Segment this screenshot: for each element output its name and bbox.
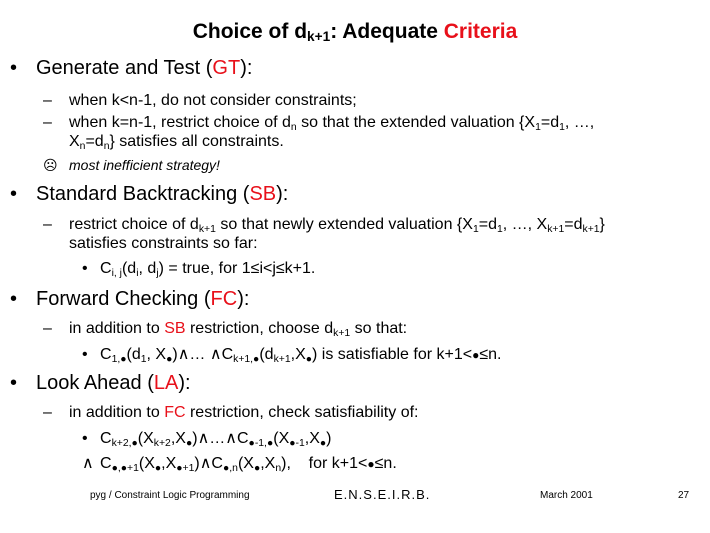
gt-item-2-text: X (69, 133, 80, 150)
la-sub-text: (X (237, 455, 254, 472)
sb-heading-end: ): (276, 183, 289, 205)
la-sub-text: ,X (304, 430, 320, 447)
la-sub-text: )∧…∧C (192, 430, 249, 447)
sb-item-text: satisfies constraints so far: (69, 235, 258, 252)
sb-sub-text: ) = true, for 1≤i<j≤k+1. (158, 260, 316, 277)
subscript: ● (319, 438, 327, 449)
fc-abbr: FC (210, 288, 238, 310)
subscript: n (79, 141, 86, 152)
fc-item-text: restriction, choose d (185, 320, 334, 337)
gt-item-2-cont (69, 133, 284, 151)
gt-item-2-text: so that the extended valuation {X (296, 114, 536, 131)
sub-bullet: • (82, 260, 88, 277)
fc-sub-text: ≤n. (479, 346, 502, 363)
subscript: n (275, 463, 282, 474)
la-sub-text: ≤n. (374, 455, 397, 472)
bullet-dot: • (10, 288, 18, 310)
title-text: Choice of d (192, 20, 308, 43)
fc-heading-end: ): (237, 288, 250, 310)
gt-item-2 (43, 112, 594, 133)
sb-item-text: =d (478, 216, 497, 233)
bullet-standard-backtracking (10, 183, 288, 206)
dash: – (43, 92, 52, 109)
la-sub-text: C (100, 455, 112, 472)
subscript: ●-1,● (248, 438, 274, 449)
subscript: k+1,● (233, 354, 260, 365)
subscript: 1 (535, 122, 541, 133)
gt-item-2-text: =d (85, 133, 104, 150)
subscript: n (290, 122, 297, 133)
la-sub-text: ,X (161, 455, 177, 472)
filled-circle-icon: ● (472, 348, 480, 362)
la-sub-text: C (100, 430, 112, 447)
subscript: ● (305, 354, 313, 365)
sb-subitem-1 (82, 260, 315, 278)
fc-sub-text: )∧… ∧C (172, 346, 234, 363)
sb-item-text: } (599, 216, 605, 233)
subscript: k+1 (198, 224, 216, 235)
bullet-dot: • (10, 183, 18, 205)
subscript: ●,n (222, 463, 238, 474)
subscript: ● (253, 463, 261, 474)
subscript: k+1 (273, 354, 291, 365)
fc-sub-text: , X (146, 346, 167, 363)
footer-center: E.N.S.E.I.R.B. (334, 487, 431, 502)
sb-item-1 (43, 214, 605, 235)
fc-sub-text: ,X (290, 346, 306, 363)
la-sub-text: (X (137, 430, 154, 447)
sb-heading: Standard Backtracking ( (36, 183, 250, 205)
dash: – (43, 404, 52, 421)
subscript: ●-1 (289, 438, 305, 449)
subscript: j (156, 268, 159, 279)
subscript: ●+1 (176, 463, 195, 474)
fc-subitem-1 (82, 344, 501, 364)
sb-sub-text: C (100, 260, 112, 277)
sub-bullet: • (82, 430, 88, 447)
sb-item-text: =d (564, 216, 583, 233)
subscript: ●,●+1 (111, 463, 139, 474)
gt-note-text: most inefficient strategy! (69, 157, 220, 173)
subscript: 1 (472, 224, 479, 235)
gt-item-2-text: , …, (564, 114, 595, 131)
sb-item-text: restrict choice of d (69, 216, 199, 233)
fc-heading: Forward Checking ( (36, 288, 211, 310)
gt-abbr: GT (212, 57, 241, 79)
la-item-text: in addition to (69, 404, 165, 421)
fc-sub-text: ) is satisfiable for k+1< (312, 346, 473, 363)
sb-item-text: so that newly extended valuation {X (215, 216, 473, 233)
gt-item-1 (43, 90, 357, 111)
fc-item-text: in addition to (69, 320, 165, 337)
frown-face-icon: ☹ (43, 157, 58, 173)
subscript: k+2 (153, 438, 171, 449)
sb-item-1-cont (69, 235, 258, 253)
la-heading-end: ): (178, 372, 191, 394)
la-abbr: LA (153, 372, 179, 394)
subscript: 1,● (111, 354, 127, 365)
bullet-generate-and-test (10, 57, 252, 80)
footer-date: March 2001 (540, 490, 593, 501)
subscript: i (136, 268, 139, 279)
gt-note (43, 157, 220, 174)
dash: – (43, 114, 52, 131)
la-sub-text: ) (326, 430, 332, 447)
gt-item-2-text: =d (540, 114, 560, 131)
fc-sub-text: C (100, 346, 112, 363)
la-sub-text: ,X (260, 455, 276, 472)
la-item-1 (43, 402, 418, 423)
la-sub-text: ,X (170, 430, 186, 447)
la-heading: Look Ahead ( (36, 372, 154, 394)
la-sub-text: ), for k+1< (281, 455, 368, 472)
title-subscript: k+1 (307, 29, 331, 44)
footer-left: pyg / Constraint Logic Programming (90, 490, 250, 501)
bullet-dot: • (10, 57, 18, 79)
fc-item-text: so that: (350, 320, 408, 337)
title-highlight: Criteria (443, 20, 518, 43)
dash: – (43, 320, 52, 337)
la-item-text: restriction, check satisfiability of: (185, 404, 419, 421)
fc-sub-text: (d (259, 346, 274, 363)
sb-abbr: SB (249, 183, 277, 205)
gt-heading: Generate and Test ( (36, 57, 213, 79)
slide-title (0, 20, 710, 44)
fc-sb-ref: SB (164, 320, 186, 337)
fc-item-1 (43, 318, 407, 339)
bullet-dot: • (10, 372, 18, 394)
page-number: 27 (678, 490, 690, 501)
subscript: k+1 (333, 328, 351, 339)
sb-sub-text: (d (121, 260, 137, 277)
la-sub-text: (X (273, 430, 290, 447)
gt-item-1-text: when k<n-1, do not consider constraints; (69, 92, 357, 109)
sub-bullet: • (82, 346, 88, 363)
fc-sub-text: (d (126, 346, 141, 363)
la-fc-ref: FC (164, 404, 186, 421)
subscript: 1 (559, 122, 565, 133)
la-subitem-2 (82, 453, 397, 473)
subscript: 1 (496, 224, 503, 235)
subscript: k+1 (547, 224, 565, 235)
filled-circle-icon: ● (367, 457, 375, 471)
subscript: ● (185, 438, 193, 449)
subscript: k+1 (582, 224, 600, 235)
subscript: k+2,● (111, 438, 138, 449)
subscript: n (103, 141, 110, 152)
gt-item-2-text: when k=n-1, restrict choice of d (69, 114, 291, 131)
la-sub-text: (X (138, 455, 155, 472)
subscript: i, j (111, 268, 122, 279)
subscript: 1 (140, 354, 147, 365)
sb-item-text: , …, X (502, 216, 548, 233)
la-subitem-1 (82, 428, 331, 448)
bullet-forward-checking (10, 288, 249, 311)
title-text-mid: : Adequate (330, 20, 444, 43)
subscript: ● (154, 463, 162, 474)
gt-item-2-text: } satisfies all constraints. (109, 133, 284, 150)
bullet-look-ahead (10, 372, 191, 395)
gt-heading-end: ): (240, 57, 253, 79)
and-symbol: ∧ (82, 455, 94, 472)
dash: – (43, 216, 52, 233)
sb-sub-text: , d (138, 260, 157, 277)
subscript: ● (166, 354, 173, 365)
la-sub-text: )∧C (194, 455, 223, 472)
